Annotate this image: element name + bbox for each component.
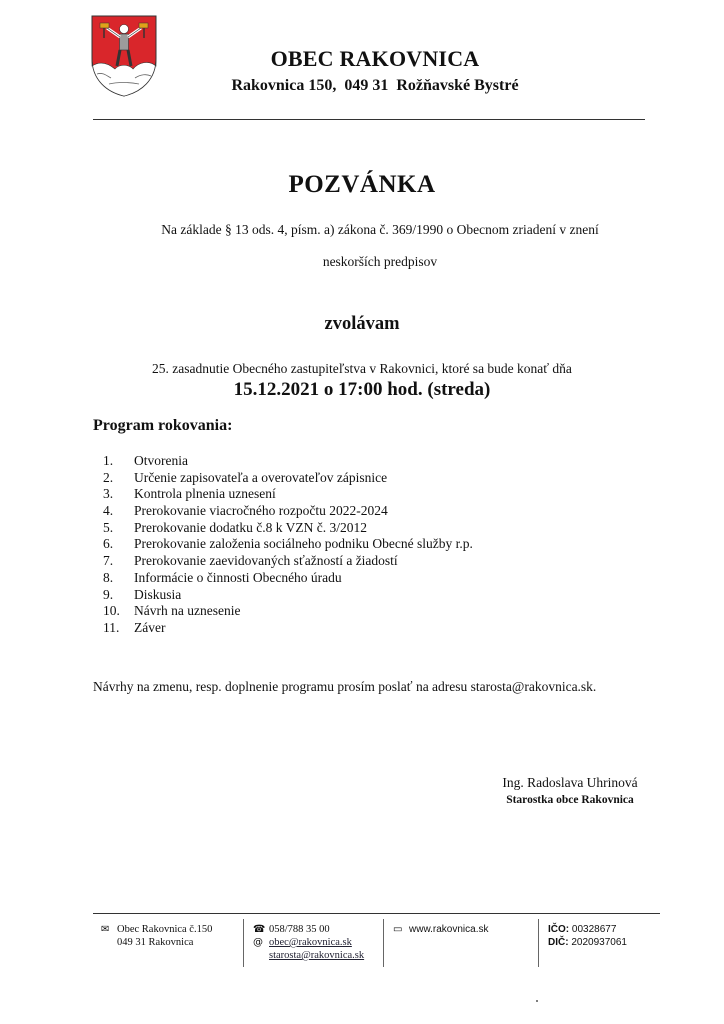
footer-email-starosta[interactable]: starosta@rakovnica.sk bbox=[269, 950, 365, 961]
envelope-icon: ✉ bbox=[101, 924, 110, 935]
footer-separator bbox=[383, 919, 384, 967]
at-icon: @ bbox=[253, 937, 263, 948]
program-item-number: 1. bbox=[103, 453, 114, 468]
program-item bbox=[103, 486, 473, 503]
footer-address bbox=[101, 923, 212, 949]
program-item-number: 11. bbox=[103, 619, 120, 635]
program-heading: Program rokovania: bbox=[93, 417, 233, 434]
header-divider bbox=[93, 119, 645, 120]
ico-label: IČO: bbox=[548, 924, 570, 935]
ico-value: 00328677 bbox=[571, 924, 617, 935]
footer-phone: 058/788 35 00 bbox=[269, 924, 330, 935]
signatory-name: Ing. Radoslava Uhrinová bbox=[502, 775, 638, 790]
proposals-note: Návrhy na zmenu, resp. doplnenie programu prosím poslať na adresu starosta@rakovnica.sk. bbox=[93, 679, 597, 694]
computer-icon: ▭ bbox=[393, 924, 403, 935]
program-item-number: 9. bbox=[103, 586, 114, 602]
footer-website[interactable]: www.rakovnica.sk bbox=[409, 924, 489, 935]
footer-divider bbox=[93, 913, 660, 914]
program-list bbox=[103, 453, 473, 637]
dic-label: DIČ: bbox=[548, 937, 569, 948]
program-item bbox=[103, 453, 473, 470]
legal-basis-line2: neskorších predpisov bbox=[322, 254, 438, 269]
program-item-text: Otvorenia bbox=[134, 453, 188, 468]
program-item bbox=[103, 470, 473, 487]
program-item-text: Kontrola plnenia uznesení bbox=[134, 486, 276, 502]
convene-word: zvolávam bbox=[324, 314, 400, 334]
program-item bbox=[103, 503, 473, 520]
program-item bbox=[103, 520, 473, 537]
document-title: POZVÁNKA bbox=[288, 171, 436, 198]
program-item-number: 4. bbox=[103, 503, 114, 519]
program-item-text: Prerokovanie dodatku č.8 k VZN č. 3/2012 bbox=[134, 519, 367, 535]
org-address: Rakovnica 150, 049 31 Rožňavské Bystré bbox=[231, 77, 519, 94]
org-name: OBEC RAKOVNICA bbox=[270, 46, 480, 71]
footer-ids bbox=[548, 923, 627, 949]
program-item-text: Záver bbox=[134, 619, 166, 635]
program-item-number: 5. bbox=[103, 519, 114, 535]
program-item-text: Prerokovanie založenia sociálneho podniku Obecné služby r.p. bbox=[134, 536, 473, 552]
footer-address-line1: Obec Rakovnica č.150 bbox=[117, 924, 213, 935]
footer-web bbox=[393, 923, 488, 936]
program-item bbox=[103, 620, 473, 637]
program-item-number: 7. bbox=[103, 553, 114, 569]
dic-value: 2020937061 bbox=[571, 937, 627, 948]
program-item-text: Prerokovanie zaevidovaných sťažností a žiadostí bbox=[134, 553, 398, 569]
program-item-text: Diskusia bbox=[134, 586, 182, 602]
program-item bbox=[103, 587, 473, 604]
coat-of-arms bbox=[89, 14, 159, 98]
program-item-text: Určenie zapisovateľa a overovateľov zápisnice bbox=[134, 469, 388, 485]
program-item bbox=[103, 570, 473, 587]
session-date: 15.12.2021 o 17:00 hod. (streda) bbox=[233, 379, 491, 400]
session-description: 25. zasadnutie Obecného zastupiteľstva v Rakovnici, ktoré sa bude konať dňa bbox=[152, 361, 572, 376]
footer-separator bbox=[538, 919, 539, 967]
legal-basis-line1: Na základe § 13 ods. 4, písm. a) zákona č. 369/1990 o Obecnom zriadení v znení bbox=[161, 222, 599, 237]
program-item-number: 10. bbox=[103, 603, 120, 619]
program-item bbox=[103, 553, 473, 570]
signatory-role: Starostka obce Rakovnica bbox=[506, 794, 634, 806]
scan-speck bbox=[536, 1000, 538, 1002]
program-item-number: 2. bbox=[103, 469, 114, 485]
program-item-text: Informácie o činnosti Obecného úradu bbox=[134, 569, 342, 585]
program-item-text: Návrh na uznesenie bbox=[134, 603, 241, 619]
program-item bbox=[103, 536, 473, 553]
program-item bbox=[103, 603, 473, 620]
program-item-number: 6. bbox=[103, 536, 114, 552]
footer-separator bbox=[243, 919, 244, 967]
phone-icon: ☎ bbox=[253, 924, 266, 935]
footer-address-line2: 049 31 Rakovnica bbox=[117, 937, 194, 948]
program-item-text: Prerokovanie viacročného rozpočtu 2022-2024 bbox=[134, 503, 388, 519]
program-item-number: 8. bbox=[103, 569, 114, 585]
footer-email-obec[interactable]: obec@rakovnica.sk bbox=[269, 937, 352, 948]
program-item-number: 3. bbox=[103, 486, 114, 502]
footer-contacts bbox=[253, 923, 364, 962]
